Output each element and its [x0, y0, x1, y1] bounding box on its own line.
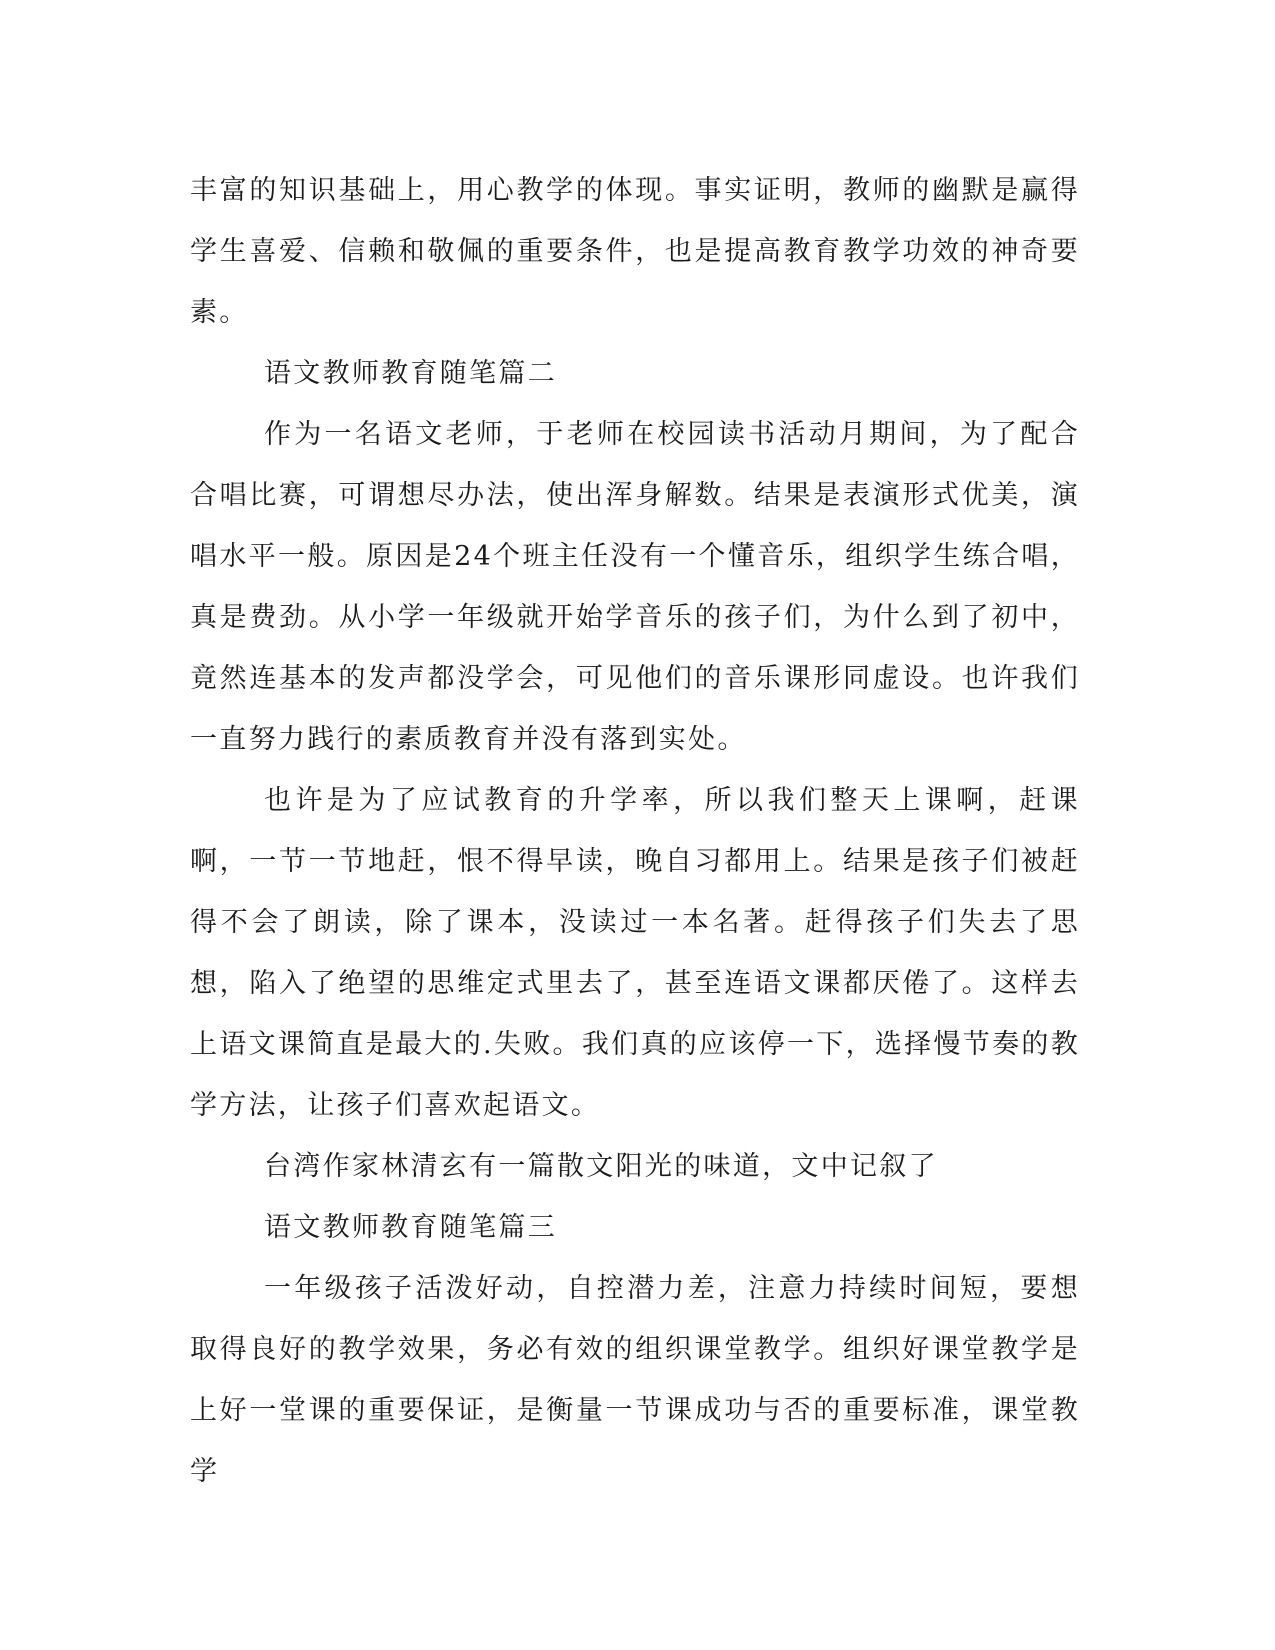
- paragraph-2: 作为一名语文老师，于老师在校园读书活动月期间，为了配合合唱比赛，可谓想尽办法，使出浑身解数。结果是表演形式优美，演唱水平一般。原因是24个班主任没有一个懂音乐，组织学生练合唱，真是费劲。从小学一年级就开始学音乐的孩子们，为什么到了初中，竟然连基本的发声都没学会，可见他们的音乐课形同虚设。也许我们一直努力践行的素质教育并没有落到实处。: [190, 419, 1080, 755]
- paragraph-1: 丰富的知识基础上，用心教学的体现。事实证明，教师的幽默是赢得学生喜爱、信赖和敬佩的重要条件，也是提高教育教学功效的神奇要素。: [190, 175, 1080, 328]
- document-body: [190, 160, 1080, 1502]
- paragraph-4: 台湾作家林清玄有一篇散文阳光的味道，文中记叙了: [264, 1151, 938, 1182]
- section-heading-2: 语文教师教育随笔篇二: [264, 358, 557, 389]
- section-heading-3: 语文教师教育随笔篇三: [264, 1212, 557, 1243]
- paragraph-3: 也许是为了应试教育的升学率，所以我们整天上课啊，赶课啊，一节一节地赶，恨不得早读，晚自习都用上。结果是孩子们被赶得不会了朗读，除了课本，没读过一本名著。赶得孩子们失去了思想，陷入了绝望的思维定式里去了，甚至连语文课都厌倦了。这样去上语文课简直是最大的.失败。我们真的应该停一下，选择慢节奏的教学方法，让孩子们喜欢起语文。: [190, 785, 1080, 1121]
- paragraph-5: 一年级孩子活泼好动，自控潜力差，注意力持续时间短，要想取得良好的教学效果，务必有效的组织课堂教学。组织好课堂教学是上好一堂课的重要保证，是衡量一节课成功与否的重要标准，课堂教学: [190, 1273, 1080, 1487]
